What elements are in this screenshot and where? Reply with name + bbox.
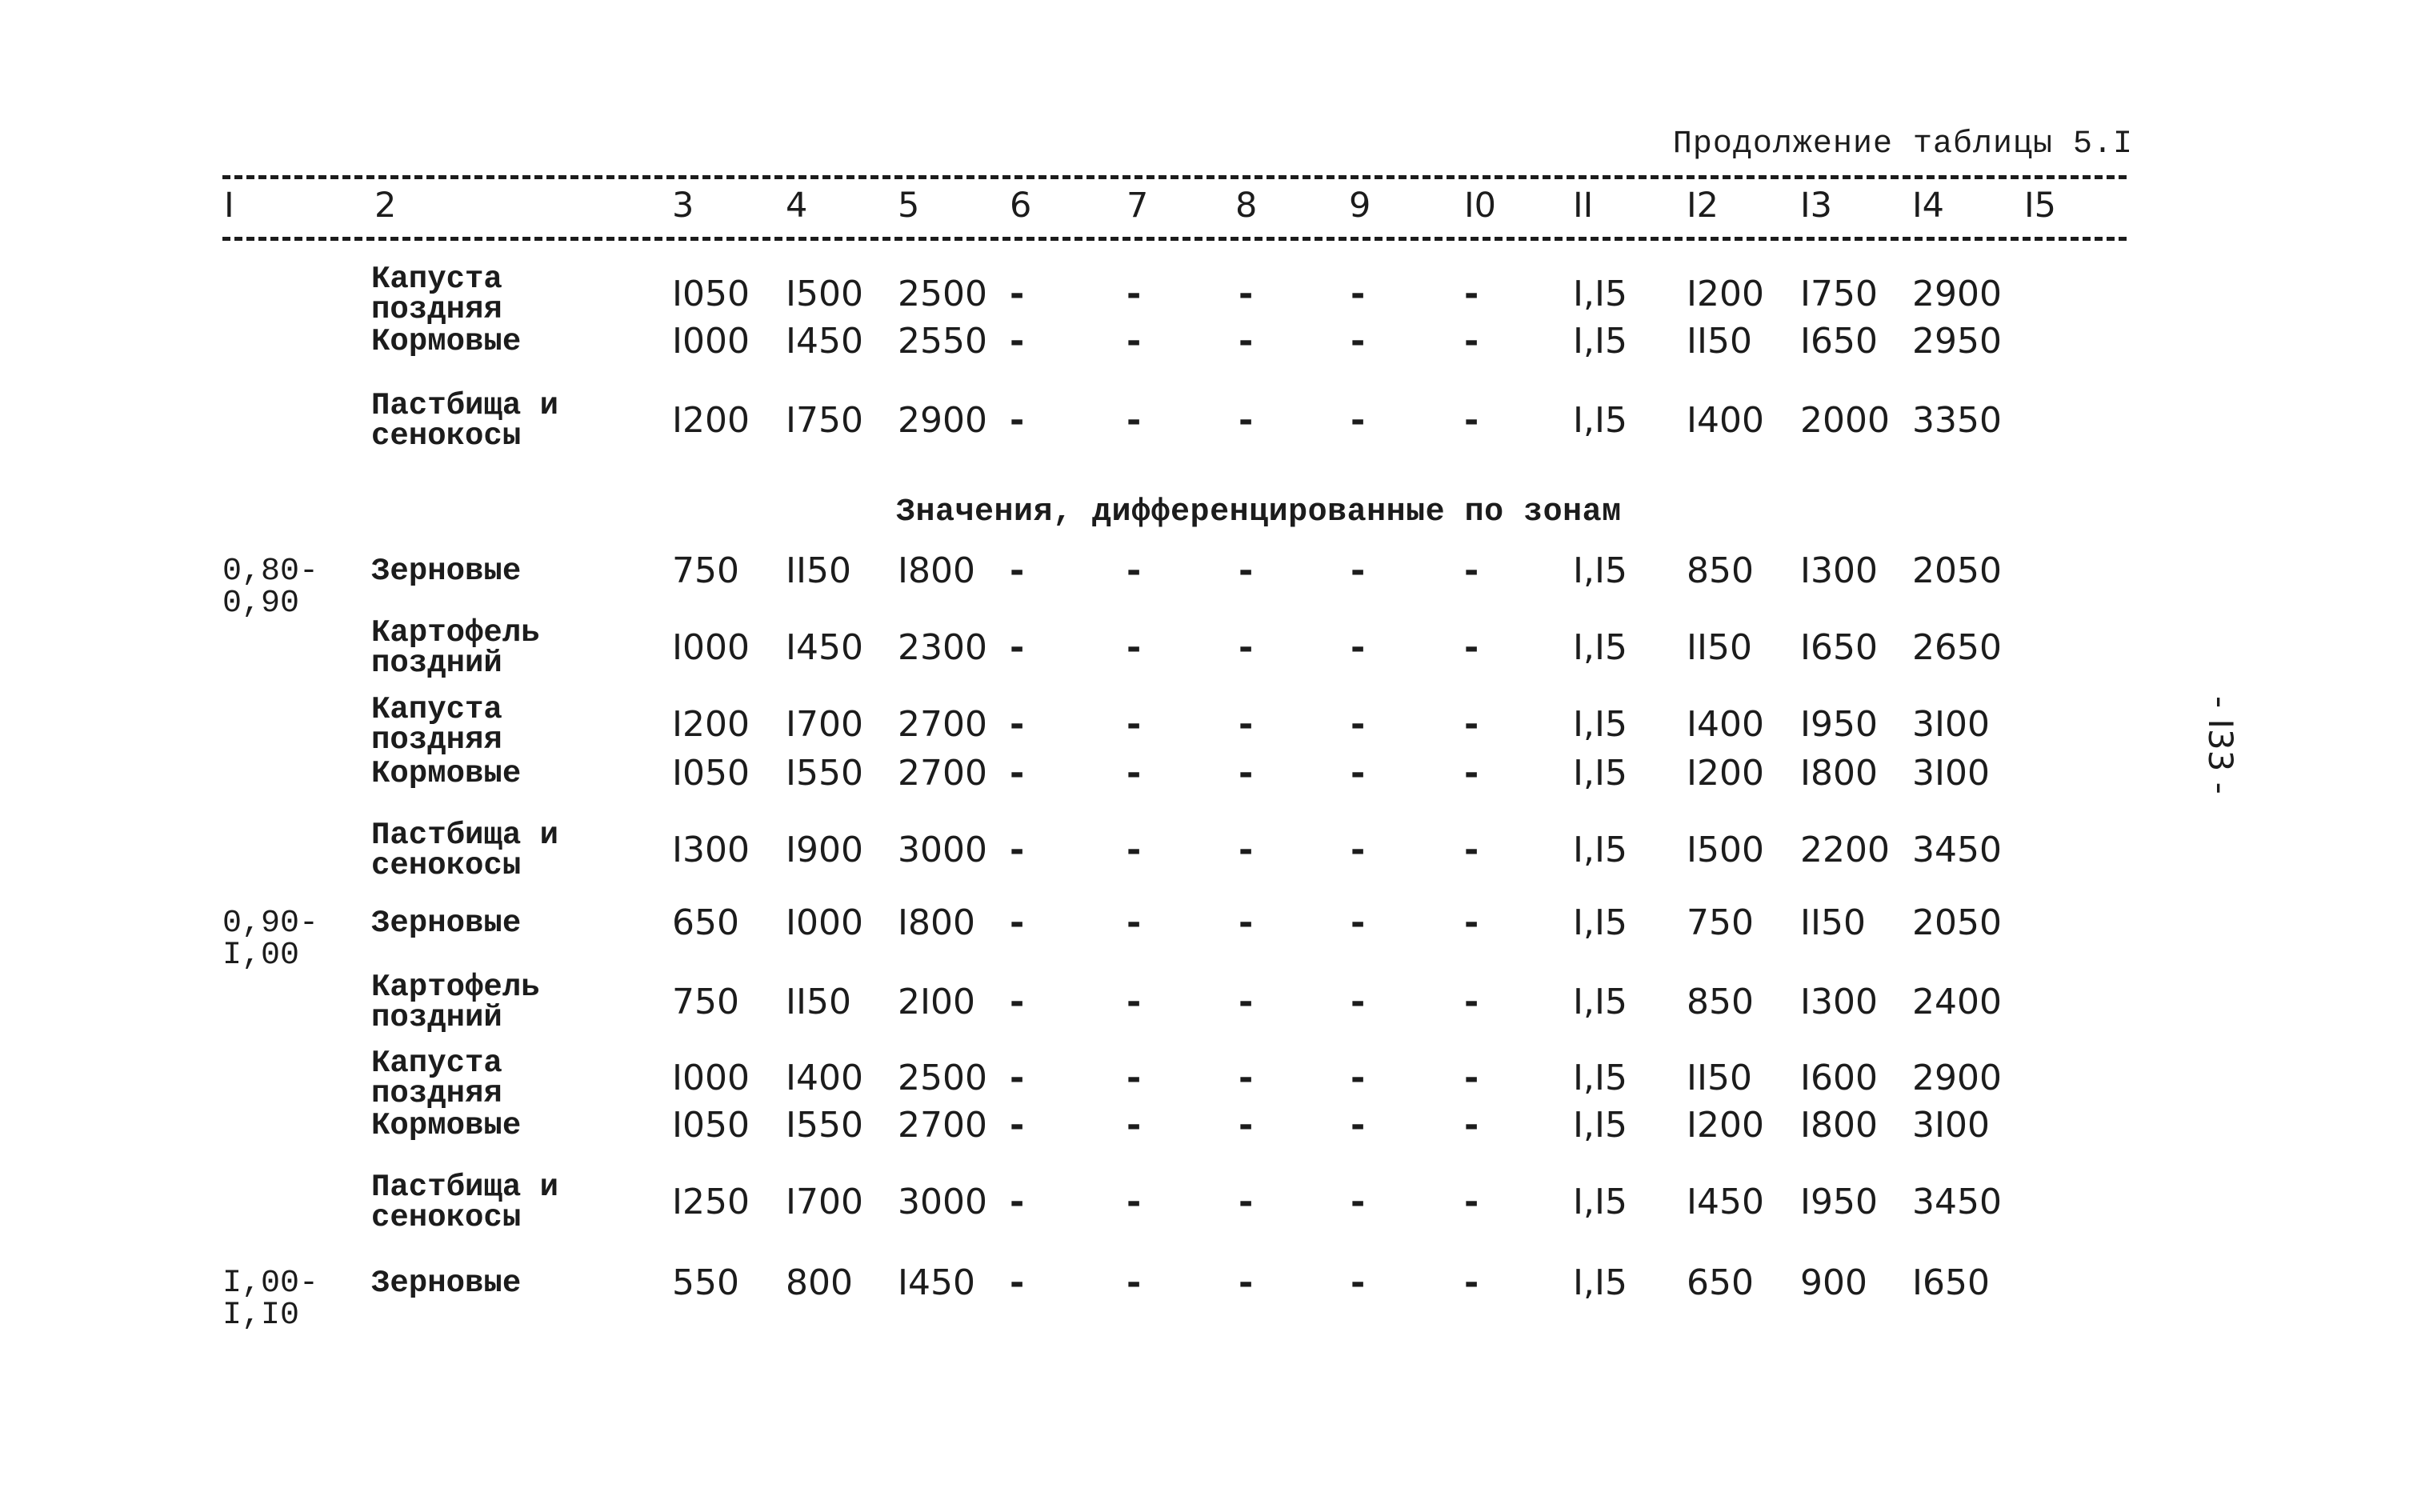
table-cell: I950 (1800, 1182, 1878, 1222)
table-cell: 850 (1687, 550, 1754, 591)
table-cell: I300 (672, 830, 750, 870)
table-cell: 3I00 (1912, 753, 1990, 794)
table-cell: - (1010, 274, 1025, 314)
table-cell: I400 (1687, 400, 1764, 441)
section-heading: Значения, дифференцированные по зонам (896, 494, 1622, 530)
table-cell: - (1239, 830, 1254, 870)
table-cell: I750 (1800, 274, 1878, 314)
table-cell: 550 (672, 1262, 739, 1303)
table-cell: 2700 (898, 704, 987, 745)
table-cell: 2900 (898, 400, 987, 441)
table-cell: 2300 (898, 627, 987, 668)
table-cell: - (1126, 1058, 1142, 1098)
table-cell: 2200 (1800, 830, 1890, 870)
table-cell: - (1464, 400, 1479, 441)
table-cell: 650 (672, 902, 739, 943)
table-cell: - (1010, 902, 1025, 943)
table-cell: - (1126, 902, 1142, 943)
crop-name: Капуста (371, 692, 502, 727)
table-cell: - (1010, 1058, 1025, 1098)
table-cell: - (1010, 550, 1025, 591)
table-cell: - (1126, 550, 1142, 591)
table-cell: - (1010, 1182, 1025, 1222)
table-cell: 3I00 (1912, 1105, 1990, 1146)
table-cell: - (1010, 1262, 1025, 1303)
table-cell: I,I5 (1573, 321, 1627, 362)
continuation-label: Продолжение таблицы 5.I (1672, 126, 2133, 162)
column-header: 3 (672, 186, 694, 226)
column-header: 6 (1010, 186, 1032, 226)
column-header: I5 (2024, 186, 2057, 226)
table-cell: I,I5 (1573, 1058, 1627, 1098)
table-cell: I200 (672, 704, 750, 745)
table-cell: - (1351, 1105, 1366, 1146)
column-header: 7 (1126, 186, 1149, 226)
table-cell: I800 (1800, 1105, 1878, 1146)
table-cell: 750 (1687, 902, 1754, 943)
table-cell: I,I5 (1573, 627, 1627, 668)
table-cell: I550 (786, 753, 863, 794)
table-cell: - (1010, 321, 1025, 362)
crop-name: Пастбища и (371, 818, 559, 853)
table-cell: - (1126, 830, 1142, 870)
table-cell: I050 (672, 1105, 750, 1146)
table-cell: - (1464, 1105, 1479, 1146)
table-cell: I200 (1687, 753, 1764, 794)
table-cell: - (1464, 1262, 1479, 1303)
table-cell: - (1464, 753, 1479, 794)
header-top-rule (222, 175, 2127, 179)
table-cell: - (1464, 1058, 1479, 1098)
table-cell: I,I5 (1573, 704, 1627, 745)
table-cell: - (1464, 902, 1479, 943)
table-cell: I250 (672, 1182, 750, 1222)
table-cell: 3450 (1912, 830, 2002, 870)
zone-range: I,I0 (222, 1298, 300, 1334)
table-cell: I000 (672, 1058, 750, 1098)
table-cell: - (1010, 400, 1025, 441)
table-cell: 3350 (1912, 400, 2002, 441)
table-cell: 2700 (898, 1105, 987, 1146)
crop-name: Зерновые (371, 554, 522, 589)
table-cell: - (1351, 1262, 1366, 1303)
header-bottom-rule (222, 237, 2127, 241)
table-cell: - (1351, 830, 1366, 870)
table-cell: - (1239, 274, 1254, 314)
table-cell: II50 (1687, 321, 1752, 362)
table-cell: - (1239, 1105, 1254, 1146)
table-cell: - (1351, 550, 1366, 591)
table-cell: - (1010, 982, 1025, 1022)
table-cell: I450 (786, 321, 863, 362)
table-cell: 900 (1800, 1262, 1867, 1303)
zone-range: 0,90 (222, 586, 300, 622)
table-cell: 2400 (1912, 982, 2002, 1022)
table-cell: I,I5 (1573, 1262, 1627, 1303)
table-cell: - (1239, 1058, 1254, 1098)
table-cell: I,I5 (1573, 753, 1627, 794)
crop-name: Капуста (371, 1046, 502, 1081)
table-cell: 2550 (898, 321, 987, 362)
crop-name: Кормовые (371, 324, 522, 359)
table-cell: - (1351, 400, 1366, 441)
table-cell: I650 (1800, 321, 1878, 362)
table-cell: I450 (786, 627, 863, 668)
table-cell: - (1351, 321, 1366, 362)
table-cell: - (1239, 1262, 1254, 1303)
table-cell: 750 (672, 982, 739, 1022)
column-header: 2 (374, 186, 397, 226)
table-cell: 2I00 (898, 982, 975, 1022)
page-number: - I33 - (2201, 696, 2240, 794)
table-cell: - (1239, 1182, 1254, 1222)
zone-range: 0,80- (222, 554, 319, 590)
table-cell: I600 (1800, 1058, 1878, 1098)
table-cell: 800 (786, 1262, 853, 1303)
table-cell: - (1126, 274, 1142, 314)
table-cell: I650 (1912, 1262, 1990, 1303)
table-cell: I500 (1687, 830, 1764, 870)
table-cell: - (1464, 830, 1479, 870)
table-cell: 3450 (1912, 1182, 2002, 1222)
crop-name: Кормовые (371, 756, 522, 791)
table-cell: 3000 (898, 1182, 987, 1222)
column-header: 8 (1235, 186, 1258, 226)
table-cell: I450 (1687, 1182, 1764, 1222)
table-cell: I,I5 (1573, 830, 1627, 870)
table-cell: - (1010, 830, 1025, 870)
table-cell: - (1351, 1058, 1366, 1098)
table-cell: - (1126, 1262, 1142, 1303)
table-cell: I300 (1800, 982, 1878, 1022)
table-cell: I,I5 (1573, 400, 1627, 441)
column-header: 5 (898, 186, 920, 226)
crop-name: Зерновые (371, 1266, 522, 1301)
table-cell: 3000 (898, 830, 987, 870)
table-cell: - (1010, 753, 1025, 794)
table-cell: - (1010, 704, 1025, 745)
table-cell: - (1464, 550, 1479, 591)
table-cell: - (1239, 982, 1254, 1022)
crop-name: поздняя (371, 1076, 502, 1111)
table-cell: - (1351, 274, 1366, 314)
table-cell: I750 (786, 400, 863, 441)
crop-name: Пастбища и (371, 1170, 559, 1205)
crop-name: сенокосы (371, 418, 522, 454)
table-cell: II50 (786, 982, 851, 1022)
table-cell: 2050 (1912, 550, 2002, 591)
table-cell: - (1126, 704, 1142, 745)
table-cell: I200 (672, 400, 750, 441)
table-cell: 2000 (1800, 400, 1890, 441)
table-cell: - (1351, 704, 1366, 745)
column-header: I4 (1912, 186, 1945, 226)
table-cell: - (1464, 704, 1479, 745)
table-cell: II50 (1687, 1058, 1752, 1098)
column-header: 4 (786, 186, 808, 226)
table-cell: I,I5 (1573, 550, 1627, 591)
table-cell: - (1126, 321, 1142, 362)
table-cell: I800 (1800, 753, 1878, 794)
table-cell: I050 (672, 274, 750, 314)
column-header: II (1573, 186, 1594, 226)
table-cell: I,I5 (1573, 1182, 1627, 1222)
table-cell: 650 (1687, 1262, 1754, 1303)
zone-range: 0,90- (222, 906, 319, 942)
crop-name: Капуста (371, 262, 502, 297)
table-cell: 850 (1687, 982, 1754, 1022)
crop-name: Картофель (371, 615, 540, 650)
table-cell: I200 (1687, 274, 1764, 314)
crop-name: Картофель (371, 970, 540, 1005)
table-cell: 2900 (1912, 1058, 2002, 1098)
column-header: I3 (1800, 186, 1833, 226)
crop-name: сенокосы (371, 1200, 522, 1235)
table-cell: - (1351, 982, 1366, 1022)
table-cell: 2500 (898, 1058, 987, 1098)
table-cell: I000 (672, 321, 750, 362)
table-cell: - (1239, 550, 1254, 591)
table-cell: - (1239, 400, 1254, 441)
crop-name: сенокосы (371, 848, 522, 883)
table-cell: 750 (672, 550, 739, 591)
table-cell: - (1239, 753, 1254, 794)
table-cell: I900 (786, 830, 863, 870)
table-cell: I200 (1687, 1105, 1764, 1146)
crop-name: поздний (371, 1000, 502, 1035)
table-cell: - (1464, 982, 1479, 1022)
table-cell: I550 (786, 1105, 863, 1146)
table-cell: I500 (786, 274, 863, 314)
table-cell: - (1126, 753, 1142, 794)
table-cell: I300 (1800, 550, 1878, 591)
table-cell: 2950 (1912, 321, 2002, 362)
table-cell: 2050 (1912, 902, 2002, 943)
table-cell: I800 (898, 550, 975, 591)
table-cell: 2650 (1912, 627, 2002, 668)
table-cell: - (1464, 274, 1479, 314)
table-cell: I000 (786, 902, 863, 943)
table-cell: I950 (1800, 704, 1878, 745)
table-cell: - (1351, 753, 1366, 794)
table-cell: I650 (1800, 627, 1878, 668)
table-cell: 3I00 (1912, 704, 1990, 745)
table-cell: - (1351, 1182, 1366, 1222)
table-cell: - (1126, 627, 1142, 668)
table-cell: 2500 (898, 274, 987, 314)
crop-name: поздняя (371, 292, 502, 327)
zone-range: I,00 (222, 938, 300, 974)
table-cell: - (1010, 627, 1025, 668)
crop-name: Пастбища и (371, 388, 559, 423)
table-cell: - (1010, 1105, 1025, 1146)
table-cell: - (1464, 321, 1479, 362)
table-cell: - (1239, 902, 1254, 943)
table-cell: II50 (1687, 627, 1752, 668)
table-cell: I400 (786, 1058, 863, 1098)
table-cell: - (1126, 1182, 1142, 1222)
table-cell: - (1126, 982, 1142, 1022)
table-cell: - (1239, 627, 1254, 668)
table-cell: 2700 (898, 753, 987, 794)
table-cell: I,I5 (1573, 982, 1627, 1022)
column-header: I (224, 186, 234, 226)
table-cell: - (1126, 1105, 1142, 1146)
table-cell: I000 (672, 627, 750, 668)
crop-name: Кормовые (371, 1108, 522, 1143)
table-cell: I700 (786, 1182, 863, 1222)
table-cell: - (1126, 400, 1142, 441)
table-cell: - (1239, 704, 1254, 745)
column-header: I0 (1464, 186, 1497, 226)
table-cell: I,I5 (1573, 274, 1627, 314)
table-cell: I400 (1687, 704, 1764, 745)
table-cell: I,I5 (1573, 902, 1627, 943)
table-cell: 2900 (1912, 274, 2002, 314)
table-cell: - (1351, 627, 1366, 668)
table-cell: - (1351, 902, 1366, 943)
table-cell: - (1239, 321, 1254, 362)
table-cell: I700 (786, 704, 863, 745)
table-cell: I050 (672, 753, 750, 794)
crop-name: поздний (371, 646, 502, 681)
table-cell: II50 (1800, 902, 1866, 943)
column-header: I2 (1687, 186, 1719, 226)
table-cell: II50 (786, 550, 851, 591)
crop-name: поздняя (371, 722, 502, 758)
table-cell: I450 (898, 1262, 975, 1303)
table-cell: - (1464, 627, 1479, 668)
table-cell: - (1464, 1182, 1479, 1222)
crop-name: Зерновые (371, 906, 522, 941)
zone-range: I,00- (222, 1266, 319, 1302)
table-cell: I800 (898, 902, 975, 943)
column-header: 9 (1349, 186, 1371, 226)
table-cell: I,I5 (1573, 1105, 1627, 1146)
